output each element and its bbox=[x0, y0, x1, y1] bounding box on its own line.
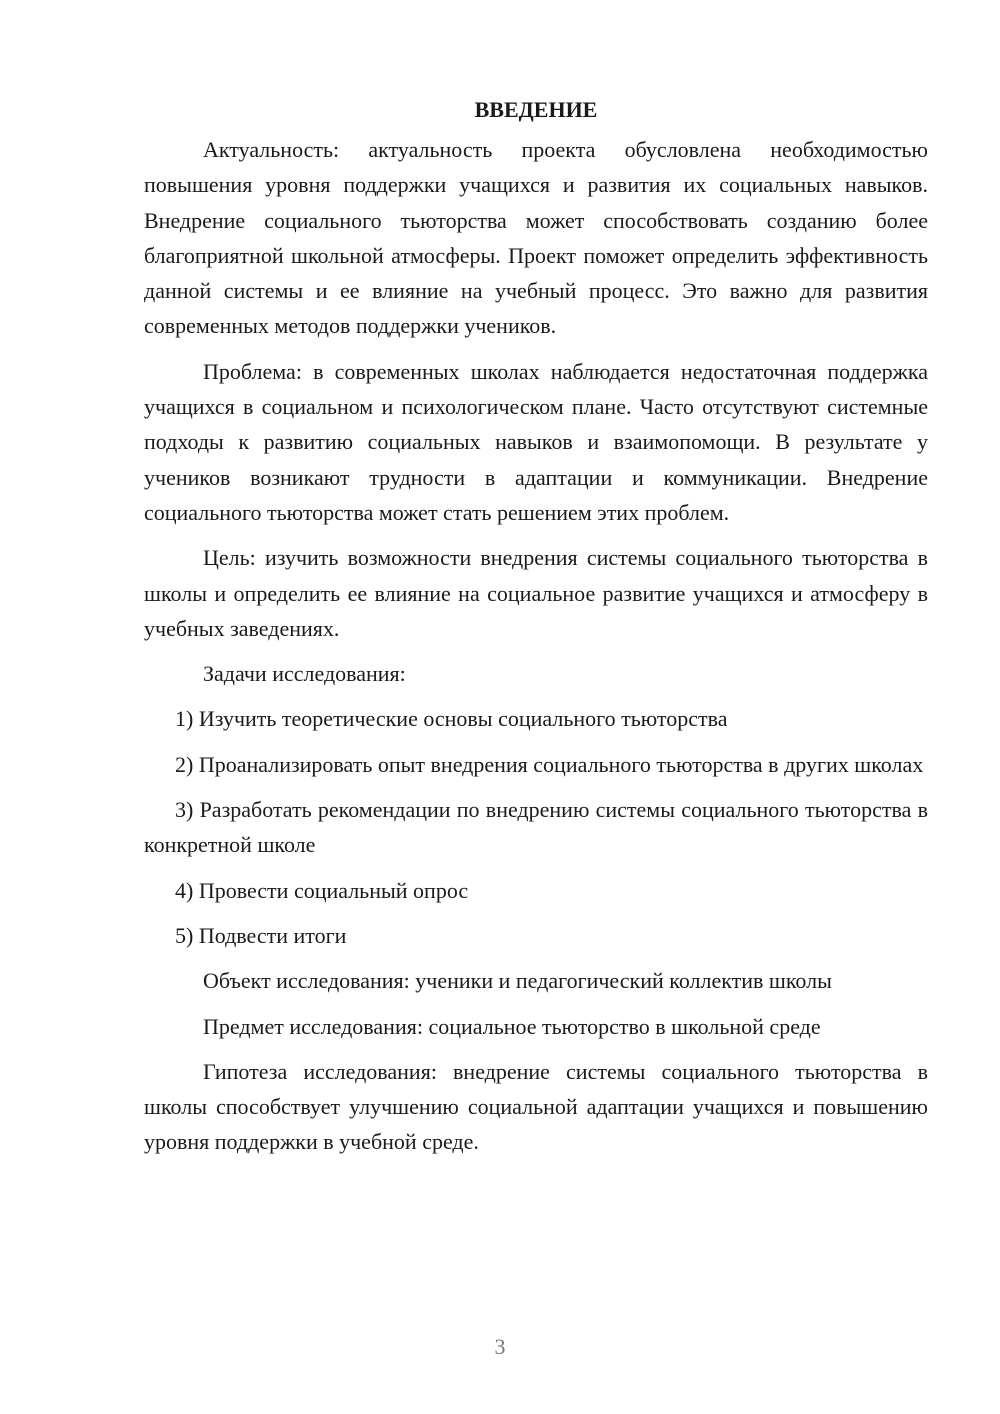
paragraph-goal: Цель: изучить возможности внедрения системы социального тьюторства в школы и определить ее влияние на социальное развитие учащихся и атмосферу в учебных заведениях. bbox=[144, 545, 928, 641]
paragraph-subject: Предмет исследования: социальное тьюторство в школьной среде bbox=[203, 1013, 821, 1039]
document-page bbox=[144, 92, 928, 1170]
task-item-1: 1) Изучить теоретические основы социального тьюторства bbox=[175, 706, 728, 732]
task-item-5: 5) Подвести итоги bbox=[175, 922, 347, 948]
paragraph-object: Объект исследования: ученики и педагогический коллектив школы bbox=[203, 968, 832, 994]
paragraph-hypothesis: Гипотеза исследования: внедрение системы социального тьюторства в школы способствует улучшению социальной адаптации учащихся и повышению уровня поддержки в учебной среде. bbox=[144, 1058, 928, 1155]
paragraph-problem: Проблема: в современных школах наблюдается недостаточная поддержка учащихся в социальном и психологическом плане. Часто отсутствуют системные подходы к развитию социальных навыков и взаимопомощи. В результате у учеников возникают трудности в адаптации и коммуникации. Внедрение социального тьюторства может стать решением этих проблем. bbox=[144, 358, 928, 525]
page-number: 3 bbox=[494, 1334, 506, 1359]
page-title: ВВЕДЕНИЕ bbox=[474, 97, 598, 122]
task-item-3: 3) Разработать рекомендации по внедрению системы социального тьюторства в конкретной школе bbox=[144, 797, 928, 858]
paragraph-relevance: Актуальность: актуальность проекта обусловлена необходимостью повышения уровня поддержки учащихся и развития их социальных навыков. Внедрение социального тьюторства может способствовать созданию более благоприятной школьной атмосферы. Проект поможет определить эффективность данной системы и ее влияние на учебный процесс. Это важно для развития современных методов поддержки учеников. bbox=[144, 137, 928, 339]
task-item-4: 4) Провести социальный опрос bbox=[175, 877, 469, 903]
task-item-2: 2) Проанализировать опыт внедрения социального тьюторства в других школах bbox=[175, 751, 924, 777]
tasks-heading: Задачи исследования: bbox=[203, 661, 406, 687]
